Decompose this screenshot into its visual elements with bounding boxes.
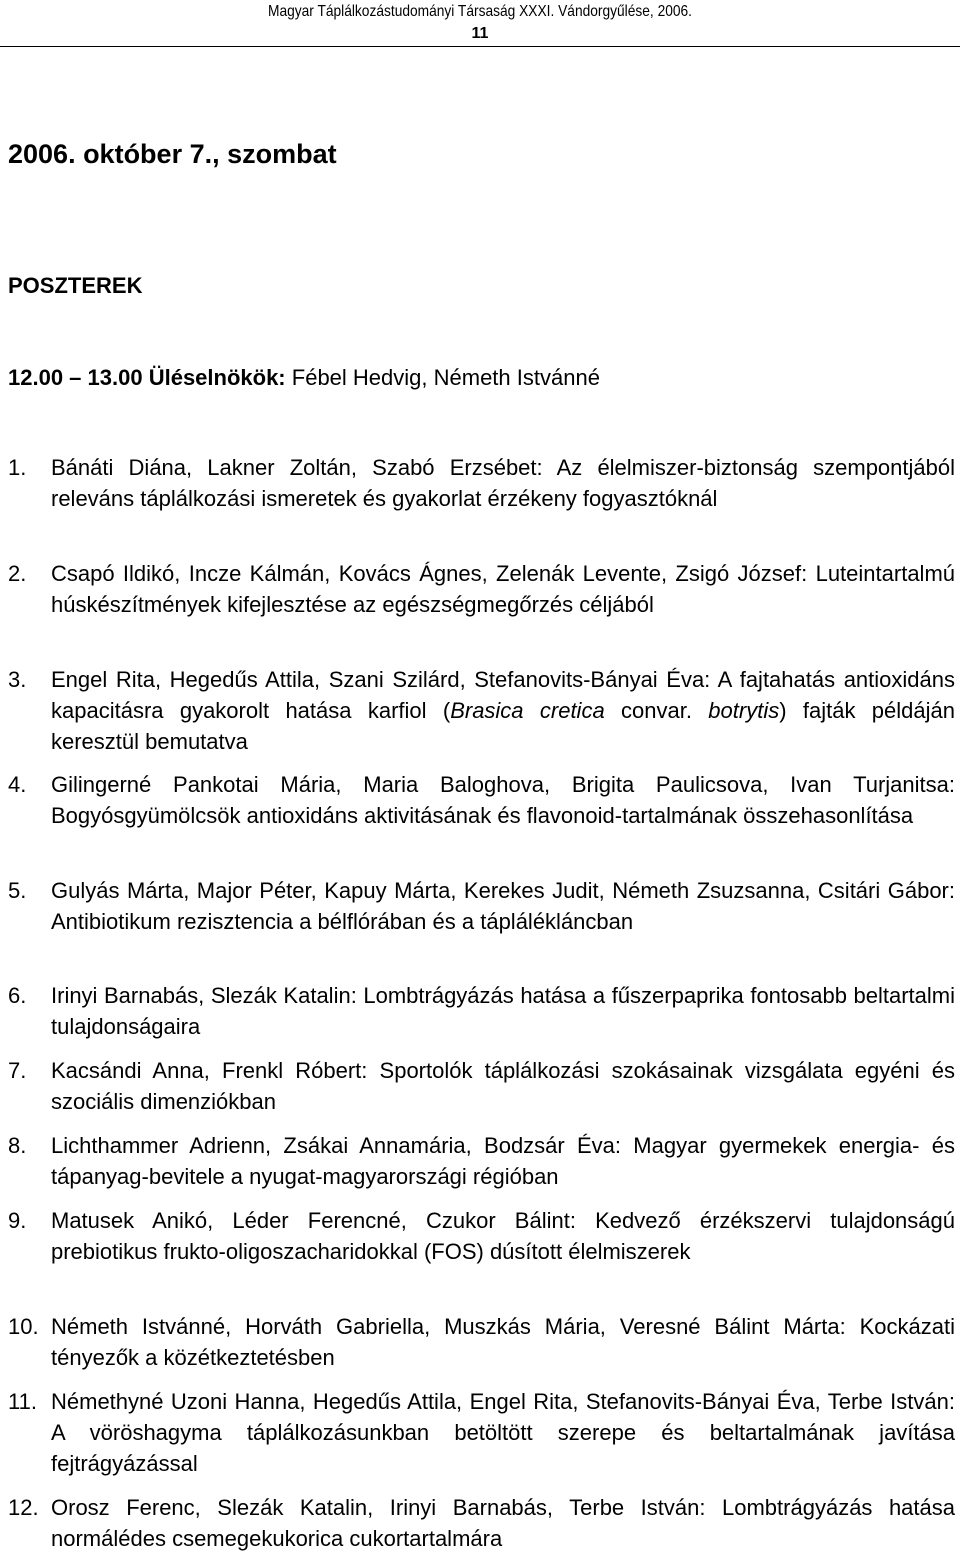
poster-item — [8, 980, 955, 1042]
poster-number: 6. — [8, 983, 27, 1008]
poster-item — [8, 558, 955, 620]
poster-number: 5. — [8, 878, 27, 903]
poster-text-italic: Brasica cretica — [450, 698, 605, 723]
poster-number: 4. — [8, 772, 27, 797]
poster-item — [8, 1492, 955, 1554]
poster-number: 10. — [8, 1314, 39, 1339]
poster-text: Gulyás Márta, Major Péter, Kapuy Márta, Kerekes Judit, Németh Zsuzsanna, Csitári Gábor: Antibiotikum rezisztencia a bélflórában és a táplálékláncban — [51, 878, 955, 934]
poster-number: 11. — [8, 1389, 37, 1414]
poster-text-part: convar. — [604, 698, 709, 723]
poster-text — [51, 664, 955, 757]
poster-item — [8, 1130, 955, 1192]
poster-text: Gilingerné Pankotai Mária, Maria Baloghova, Brigita Paulicsova, Ivan Turjanitsa: Bogyósgyümölcsök antioxidáns aktivitásának és flavonoid-tartalmának összehasonlítása — [51, 772, 955, 828]
poster-number: 8. — [8, 1133, 27, 1158]
poster-item — [8, 1386, 955, 1479]
page-number: 11 — [471, 25, 489, 42]
poster-text: Lichthammer Adrienn, Zsákai Annamária, Bodzsár Éva: Magyar gyermekek energia- és tápanyag-bevitele a nyugat-magyarországi régióban — [51, 1133, 955, 1189]
poster-number: 12. — [8, 1495, 39, 1520]
poster-number: 3. — [8, 667, 27, 692]
poster-number: 9. — [8, 1208, 27, 1233]
poster-text: Kacsándi Anna, Frenkl Róbert: Sportolók táplálkozási szokásainak vizsgálata egyéni és szociális dimenziókban — [51, 1058, 955, 1114]
poster-text: Bánáti Diána, Lakner Zoltán, Szabó Erzsébet: Az élelmiszer-biztonság szempontjából releváns táplálkozási ismeretek és gyakorlat érzékeny fogyasztóknál — [51, 455, 955, 511]
poster-item — [8, 769, 955, 831]
poster-text-part: Engel Rita, Hegedűs Attila, Szani Szilárd, Stefanovits-Bányai Éva: A fajtahatás antioxidáns kapacitásra gyakorolt hatása karfiol ( — [51, 667, 955, 723]
section-heading: POSZTEREK — [8, 273, 143, 298]
poster-text: Németh Istvánné, Horváth Gabriella, Muszkás Mária, Veresné Bálint Márta: Kockázati tényezők a közétkeztetésben — [51, 1314, 955, 1370]
poster-item — [8, 664, 955, 757]
poster-number: 7. — [8, 1058, 27, 1083]
poster-item — [8, 1205, 955, 1267]
poster-text-italic: botrytis — [708, 698, 780, 723]
date-heading: 2006. október 7., szombat — [8, 139, 337, 169]
header-divider — [0, 46, 960, 47]
poster-item — [8, 452, 955, 514]
session-chairs-line — [8, 364, 600, 392]
poster-text-part: ) fajták példáján keresztül bemutatva — [51, 698, 955, 754]
poster-item — [8, 1311, 955, 1373]
poster-text: Irinyi Barnabás, Slezák Katalin: Lombtrágyázás hatása a fűszerpaprika fontosabb beltartalmi tulajdonságaira — [51, 983, 955, 1039]
poster-number: 1. — [8, 455, 27, 480]
poster-text: Orosz Ferenc, Slezák Katalin, Irinyi Barnabás, Terbe István: Lombtrágyázás hatása normálédes csemegekukorica cukortartalmára — [51, 1495, 955, 1551]
poster-item — [8, 1055, 955, 1117]
poster-text: Némethyné Uzoni Hanna, Hegedűs Attila, Engel Rita, Stefanovits-Bányai Éva, Terbe István: A vöröshagyma táplálkozásunkban betöltött szerepe és beltartalmának javítása fejtrágyázással — [51, 1389, 955, 1476]
running-header: Magyar Táplálkozástudományi Társaság XXXI. Vándorgyűlése, 2006. — [267, 3, 693, 20]
poster-text: Csapó Ildikó, Incze Kálmán, Kovács Ágnes, Zelenák Levente, Zsigó József: Luteintartalmú húskészítmények kifejlesztése az egészségmegőrzés céljából — [51, 561, 955, 617]
session-time: 12.00 – 13.00 — [8, 365, 143, 390]
poster-text: Matusek Anikó, Léder Ferencné, Czukor Bálint: Kedvező érzékszervi tulajdonságú prebiotikus frukto-oligoszacharidokkal (FOS) dúsított élelmiszerek — [51, 1208, 955, 1264]
session-chair-label: Üléselnökök: — [148, 365, 286, 390]
poster-number: 2. — [8, 561, 27, 586]
poster-item — [8, 875, 955, 937]
session-chairs: Fébel Hedvig, Németh Istvánné — [291, 365, 600, 390]
